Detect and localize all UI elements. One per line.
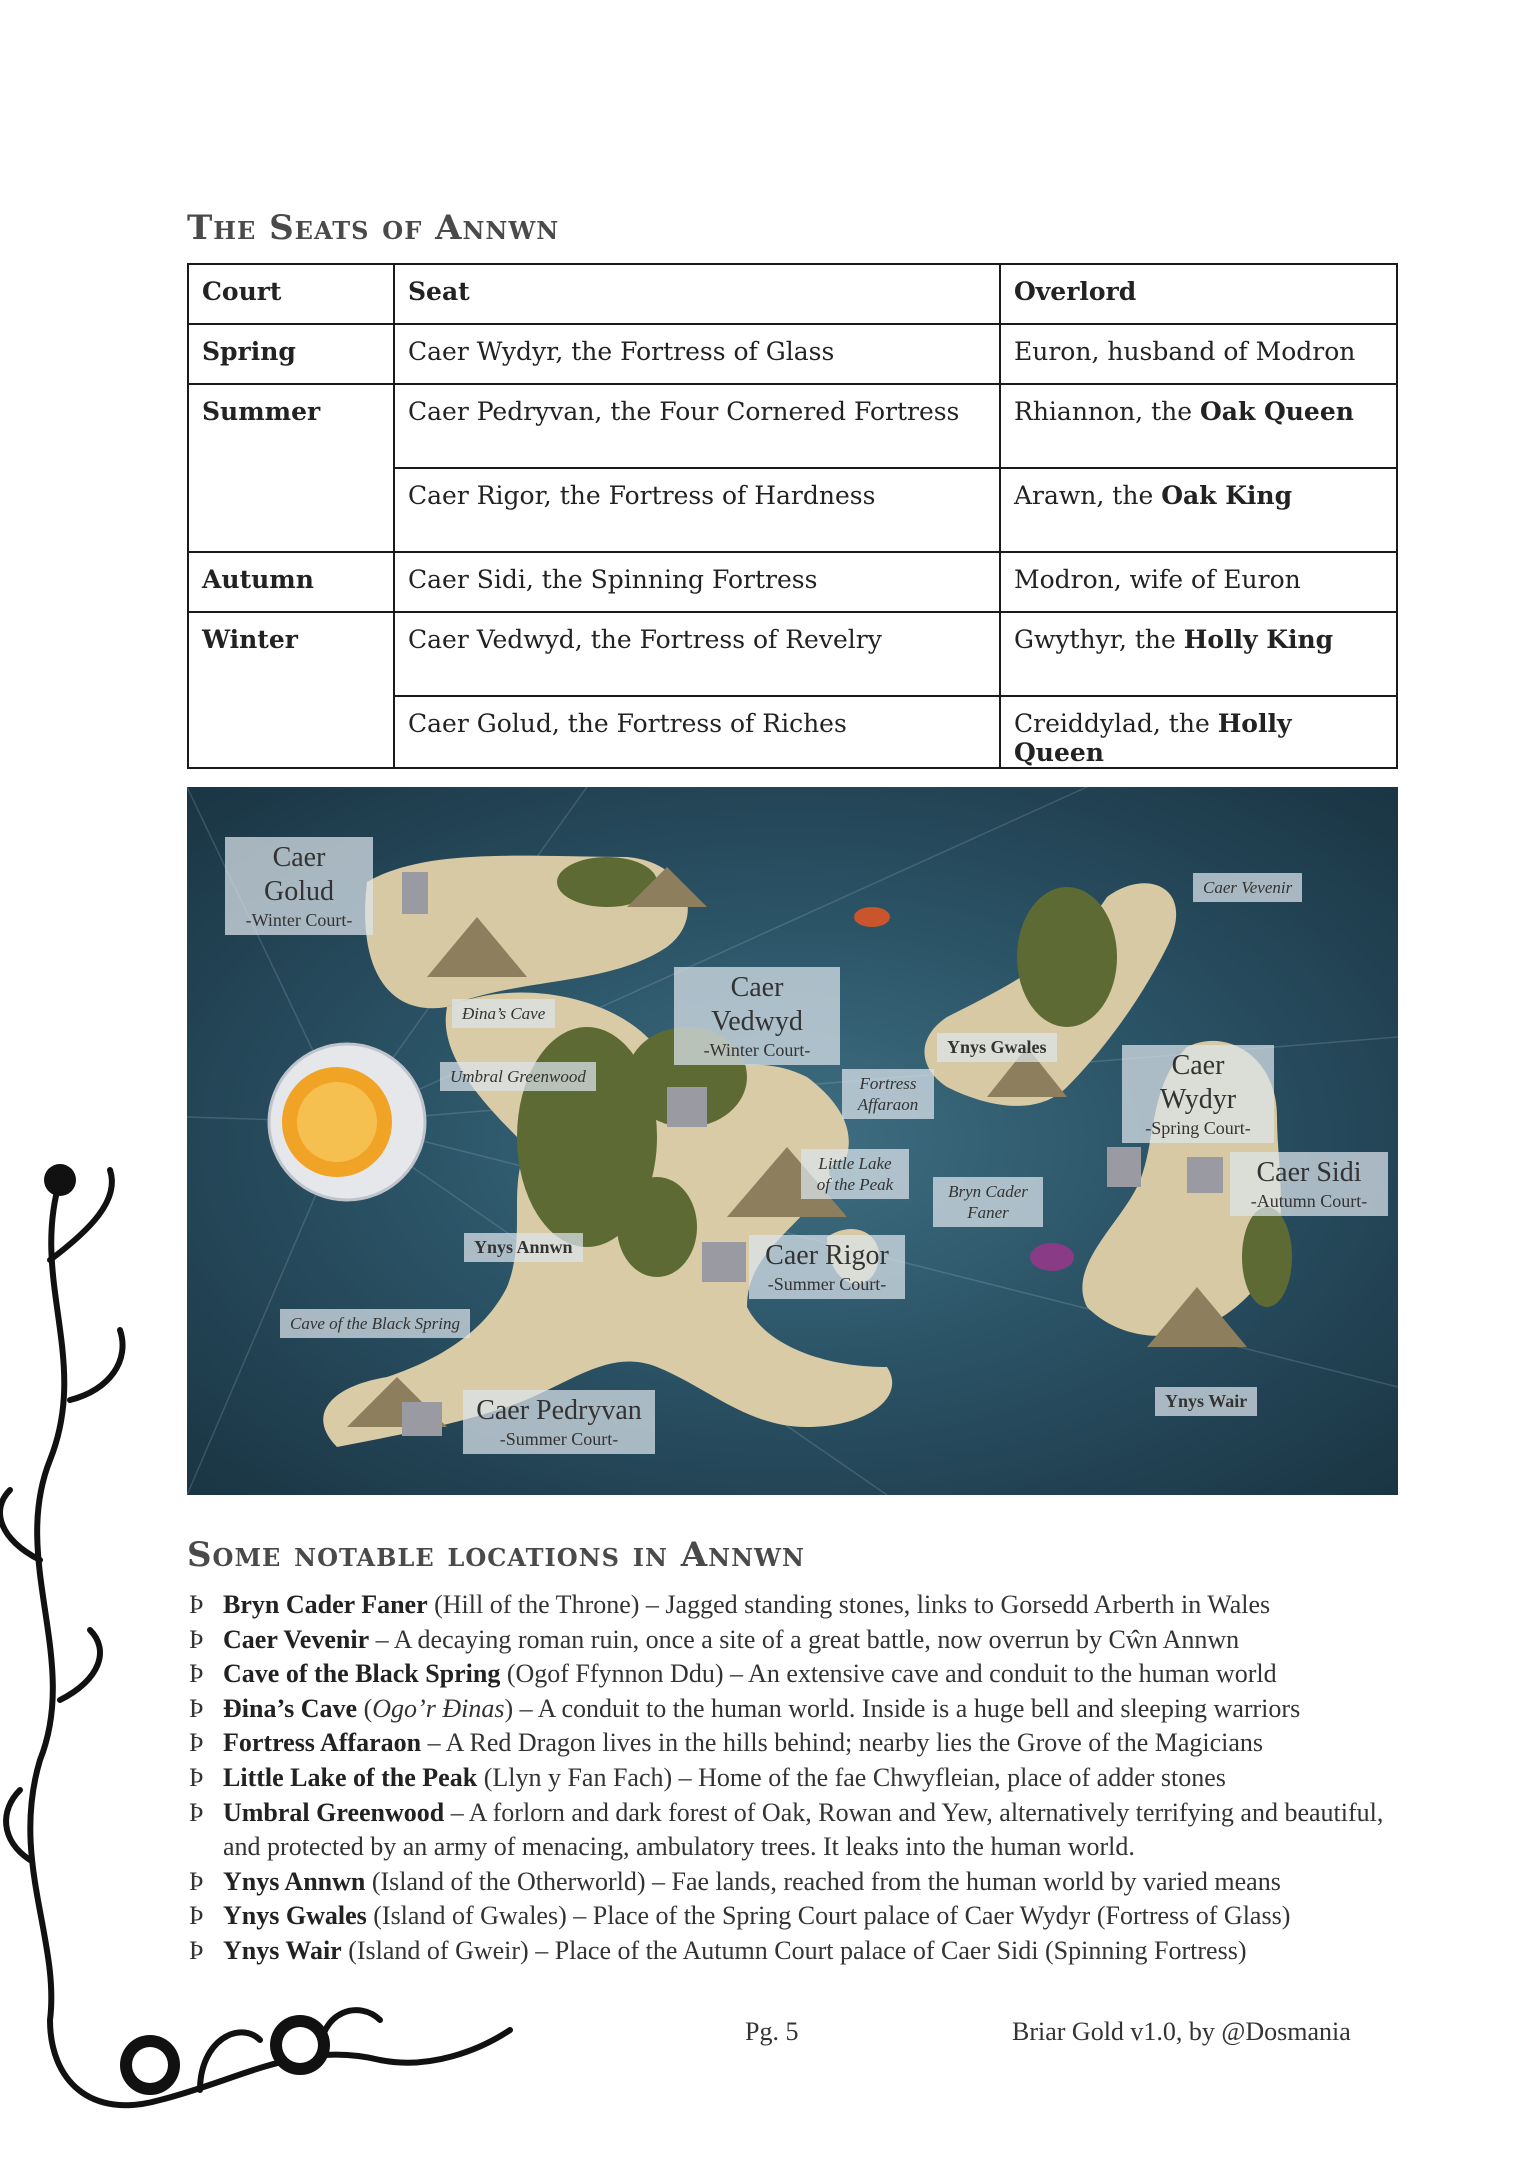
seat-cell: Caer Golud, the Fortress of Riches	[394, 696, 1000, 768]
overlord-cell: Euron, husband of Modron	[1000, 324, 1397, 384]
overlord-cell: Modron, wife of Euron	[1000, 552, 1397, 612]
seats-table	[187, 263, 1398, 769]
court-cell: Winter	[188, 612, 394, 768]
location-description: – A forlorn and dark forest of Oak, Rowan and Yew, alternatively terrifying and beautiful, and protected by an army of menacing, ambulatory trees. It leaks into the human world.	[223, 1797, 1384, 1862]
map-label-ynys-wair: Ynys Wair	[1155, 1387, 1257, 1416]
map-label-dinas-cave: Ðina’s Cave	[452, 999, 555, 1028]
overlord-cell: Arawn, the Oak King	[1000, 468, 1397, 552]
map-label-caer-rigor: Caer Rigor -Summer Court-	[749, 1235, 905, 1299]
location-name: Bryn Cader Faner	[223, 1590, 428, 1619]
court-cell: Autumn	[188, 552, 394, 612]
location-description: – A decaying roman ruin, once a site of a great battle, now overrun by Cŵn Annwn	[369, 1624, 1240, 1654]
map-label-cave-black-spring: Cave of the Black Spring	[280, 1309, 470, 1338]
map-label-caer-pedryvan: Caer Pedryvan -Summer Court-	[463, 1390, 655, 1454]
header-overlord: Overlord	[1000, 264, 1397, 324]
seat-cell: Caer Sidi, the Spinning Fortress	[394, 552, 1000, 612]
location-name: Umbral Greenwood	[223, 1797, 445, 1827]
bullet-thorn-icon: Þ	[189, 1866, 204, 1896]
location-description: (Island of Gweir) – Place of the Autumn Court palace of Caer Sidi (Spinning Fortress)	[341, 1935, 1247, 1965]
location-description: (Island of the Otherworld) – Fae lands, reached from the human world by varied means	[365, 1866, 1281, 1896]
seat-cell: Caer Wydyr, the Fortress of Glass	[394, 324, 1000, 384]
map-label-fortress-affaraon: Fortress Affaraon	[842, 1069, 934, 1119]
bullet-thorn-icon: Þ	[189, 1797, 204, 1827]
bullet-thorn-icon: Þ	[189, 1590, 204, 1619]
location-name: Ynys Gwales	[223, 1901, 367, 1931]
map-label-caer-vedwyd: Caer Vedwyd -Winter Court-	[674, 967, 840, 1065]
table-row	[188, 324, 1397, 384]
location-description: (Llyn y Fan Fach) – Home of the fae Chwyfleian, place of adder stones	[477, 1762, 1226, 1792]
bullet-thorn-icon: Þ	[189, 1762, 204, 1792]
seat-cell: Caer Vedwyd, the Fortress of Revelry	[394, 612, 1000, 696]
locations-heading: Some notable locations in Annwn	[187, 1535, 805, 1575]
table-row	[188, 612, 1397, 696]
credit-line: Briar Gold v1.0, by @Dosmania	[1012, 2017, 1351, 2046]
location-description: (Hill of the Throne) – Jagged standing stones, links to Gorsedd Arberth in Wales	[427, 1590, 1271, 1619]
table-row	[188, 552, 1397, 612]
map-label-caer-wydyr: Caer Wydyr -Spring Court-	[1122, 1045, 1274, 1143]
location-description: (Ogof Ffynnon Ddu) – An extensive cave and conduit to the human world	[500, 1659, 1277, 1689]
map-label-caer-golud: Caer Golud -Winter Court-	[225, 837, 373, 935]
table-row	[188, 384, 1397, 468]
header-court: Court	[188, 264, 394, 324]
map-label-bryn-cader-faner: Bryn Cader Faner	[933, 1177, 1043, 1227]
seat-cell: Caer Pedryvan, the Four Cornered Fortress	[394, 384, 1000, 468]
map-label-ynys-annwn: Ynys Annwn	[464, 1233, 583, 1262]
location-description: (Island of Gwales) – Place of the Spring Court palace of Caer Wydyr (Fortress of Glass)	[366, 1901, 1291, 1931]
list-item: Þ Ðina’s Cave (Ogo’r Ðinas) – A conduit to the human world. Inside is a huge bell and sleeping warriors	[187, 1692, 1387, 1727]
location-name: Fortress Affaraon	[223, 1728, 422, 1758]
location-name: Caer Vevenir	[223, 1624, 370, 1654]
bullet-thorn-icon: Þ	[189, 1935, 204, 1965]
map-label-caer-sidi: Caer Sidi -Autumn Court-	[1230, 1152, 1388, 1216]
bullet-thorn-icon: Þ	[189, 1693, 204, 1723]
overlord-cell: Creiddylad, the Holly Queen	[1000, 696, 1397, 768]
location-alt-name: Ogo’r Ðinas	[372, 1693, 505, 1723]
overlord-cell: Rhiannon, the Oak Queen	[1000, 384, 1397, 468]
map-label-umbral-greenwood: Umbral Greenwood	[440, 1062, 596, 1091]
header-seat: Seat	[394, 264, 1000, 324]
table-header-row	[188, 264, 1397, 324]
court-cell: Summer	[188, 384, 394, 552]
map-label-caer-vevenir: Caer Vevenir	[1193, 873, 1302, 902]
bullet-thorn-icon: Þ	[189, 1901, 204, 1931]
page-number: Pg. 5	[745, 2017, 799, 2046]
vine-border-ornament	[0, 1140, 530, 2160]
bullet-thorn-icon: Þ	[189, 1624, 204, 1654]
location-name: Ynys Annwn	[223, 1866, 366, 1896]
location-description: – A Red Dragon lives in the hills behind; nearby lies the Grove of the Magicians	[421, 1728, 1264, 1758]
map-label-little-lake: Little Lake of the Peak	[801, 1149, 909, 1199]
bullet-thorn-icon: Þ	[189, 1659, 204, 1689]
overlord-cell: Gwythyr, the Holly King	[1000, 612, 1397, 696]
location-name: Little Lake of the Peak	[223, 1762, 478, 1792]
bullet-thorn-icon: Þ	[189, 1728, 204, 1758]
court-cell: Spring	[188, 324, 394, 384]
map-label-ynys-gwales: Ynys Gwales	[937, 1033, 1057, 1062]
location-description: – A conduit to the human world. Inside is a huge bell and sleeping warriors	[513, 1693, 1301, 1723]
seats-heading: The Seats of Annwn	[187, 208, 560, 248]
location-name: Cave of the Black Spring	[223, 1659, 501, 1689]
location-name: Ynys Wair	[223, 1935, 342, 1965]
seat-cell: Caer Rigor, the Fortress of Hardness	[394, 468, 1000, 552]
location-name: Ðina’s Cave	[223, 1693, 358, 1723]
